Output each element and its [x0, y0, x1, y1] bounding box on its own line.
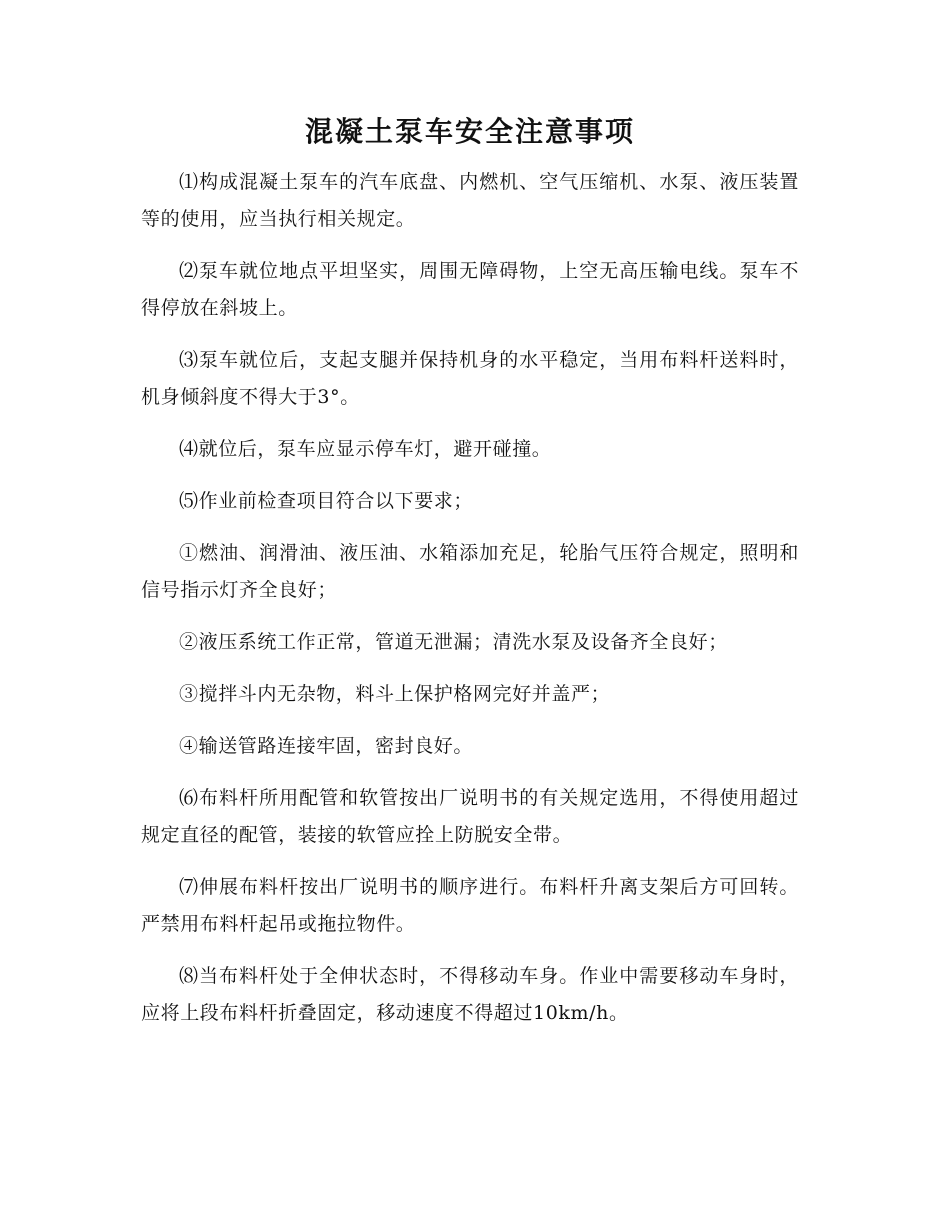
paragraph-4: ⑷就位后，泵车应显示停车灯，避开碰撞。 — [179, 438, 552, 460]
document-title: 混凝土泵车安全注意事项 — [304, 115, 635, 148]
list-item-1: ①燃油、润滑油、液压油、水箱添加充足，轮胎气压符合规定，照明和信号指示灯齐全良好； — [141, 542, 799, 601]
document-page — [141, 0, 799, 1047]
paragraph-8: ⑻当布料杆处于全伸状态时，不得移动车身。作业中需要移动车身时，应将上段布料杆折叠固定，移动速度不得超过10km/h。 — [141, 965, 799, 1024]
document-body — [141, 164, 799, 1032]
paragraph-5: ⑸作业前检查项目符合以下要求； — [179, 490, 474, 512]
list-item-4: ④输送管路连接牢固，密封良好。 — [179, 735, 474, 757]
list-item-3: ③搅拌斗内无杂物，料斗上保护格网完好并盖严； — [179, 683, 611, 705]
paragraph-2: ⑵泵车就位地点平坦坚实，周围无障碍物，上空无高压输电线。泵车不得停放在斜坡上。 — [141, 260, 799, 319]
paragraph-1: ⑴构成混凝土泵车的汽车底盘、内燃机、空气压缩机、水泵、液压装置等的使用，应当执行相关规定。 — [141, 171, 799, 230]
paragraph-6: ⑹布料杆所用配管和软管按出厂说明书的有关规定选用，不得使用超过规定直径的配管，装接的软管应拴上防脱安全带。 — [141, 787, 799, 846]
paragraph-3: ⑶泵车就位后，支起支腿并保持机身的水平稳定，当用布料杆送料时，机身倾斜度不得大于3°。 — [141, 349, 799, 408]
list-item-2: ②液压系统工作正常，管道无泄漏；清洗水泵及设备齐全良好； — [179, 631, 728, 653]
paragraph-7: ⑺伸展布料杆按出厂说明书的顺序进行。布料杆升离支架后方可回转。严禁用布料杆起吊或拖拉物件。 — [141, 876, 799, 935]
